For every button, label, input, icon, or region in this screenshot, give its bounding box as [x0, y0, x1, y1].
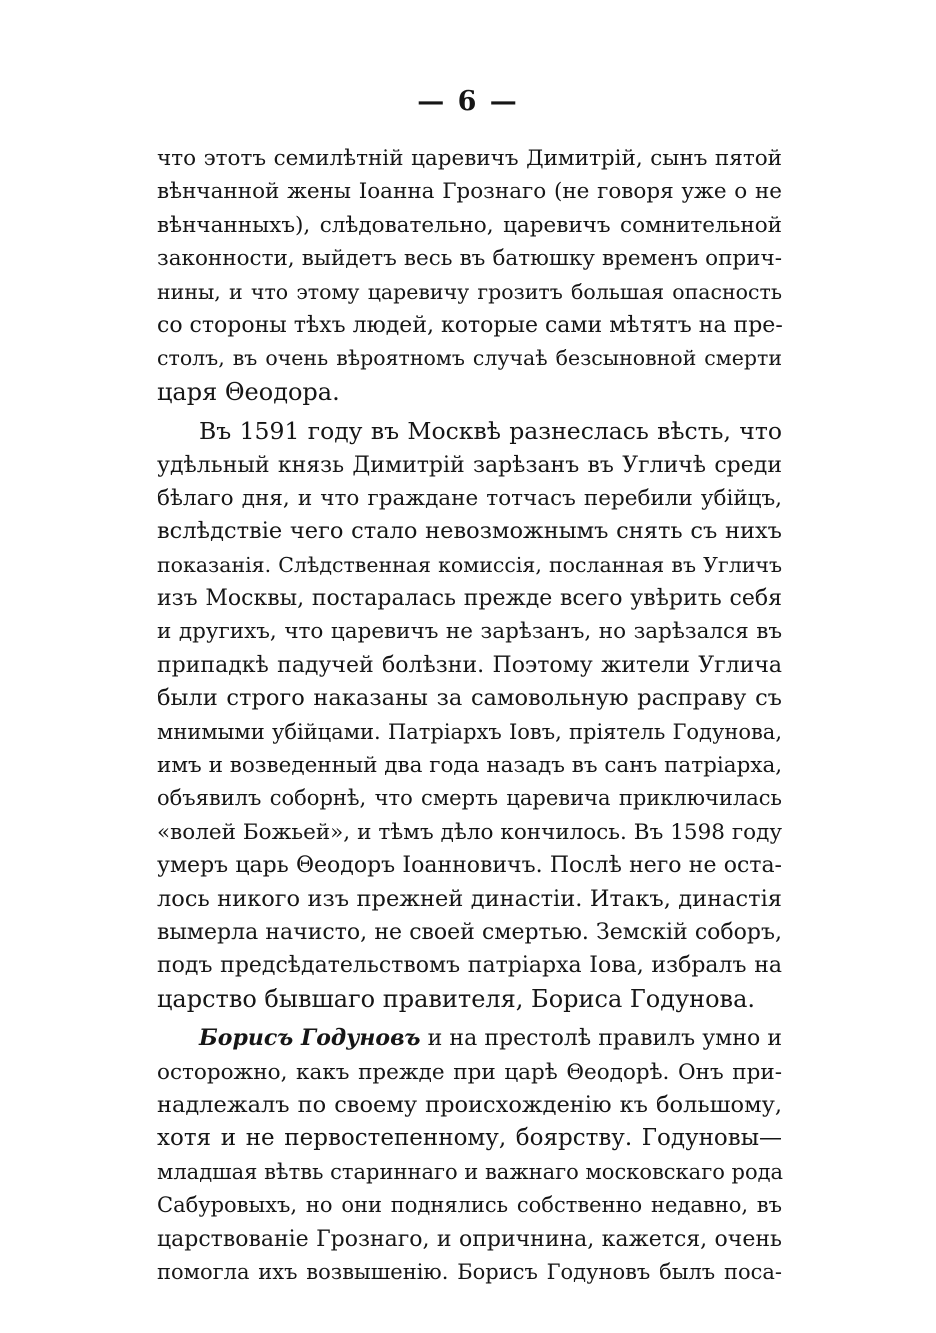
- text-line: царство бывшаго правителя, Бориса Годунова.: [157, 984, 756, 1013]
- text-line: Въ 1591 году въ Москвѣ разнеслась вѣсть, что: [199, 417, 782, 446]
- text-line: Сабуровыхъ, но они поднялись собственно недавно, въ: [157, 1193, 782, 1218]
- text-line: бѣлаго дня, и что граждане тотчасъ перебили убійцъ,: [157, 485, 782, 511]
- text-line: вѣнчанныхъ), слѣдовательно, царевичъ сомнительной: [157, 212, 782, 238]
- text-line: что этотъ семилѣтній царевичъ Димитрій, сынъ пятой: [157, 146, 782, 171]
- italic-name: Борисъ Годуновъ: [199, 1025, 421, 1052]
- text-line: припадкѣ падучей болѣзни. Поэтому жители Углича: [157, 652, 782, 678]
- text-line: лось никого изъ прежней династіи. Итакъ, династія: [157, 885, 782, 912]
- text-line: вымерла начисто, не своей смертью. Земскій соборъ,: [157, 919, 782, 945]
- text-line: были строго наказаны за самовольную расправу съ: [157, 685, 782, 712]
- text-line: хотя и не первостепенному, боярству. Годуновы—: [157, 1125, 782, 1152]
- text-line: со стороны тѣхъ людей, которые сами мѣтятъ на пре-: [157, 312, 783, 338]
- text-line: удѣльный князь Димитрій зарѣзанъ въ Угличѣ среди: [157, 452, 782, 478]
- text-line: объявилъ соборнѣ, что смерть царевича приключилась: [157, 786, 782, 811]
- text-line: царствованіе Грознаго, и опричнина, кажется, очень: [157, 1226, 782, 1252]
- text-line: столъ, въ очень вѣроятномъ случаѣ безсыновной смерти: [157, 346, 782, 371]
- text-line: показанія. Слѣдственная комиссія, посланная въ Угличъ: [157, 552, 782, 577]
- page-number: — 6 —: [417, 86, 519, 117]
- text-line: умеръ царь Θеодоръ Іоанновичъ. Послѣ него не оста-: [157, 853, 782, 879]
- text-line: подъ предсѣдательствомъ патріарха Іова, избралъ на: [157, 953, 782, 979]
- text-line: младшая вѣтвь стариннаго и важнаго московскаго рода: [157, 1159, 784, 1184]
- text-line: [157, 1022, 782, 1055]
- text-line: нины, и что этому царевичу грозитъ большая опасность: [157, 279, 782, 304]
- text-line-rest: и на престолѣ правилъ умно и: [420, 1026, 782, 1052]
- text-line: и другихъ, что царевичъ не зарѣзанъ, но зарѣзался въ: [157, 619, 782, 645]
- text-line: помогла ихъ возвышенію. Борисъ Годуновъ былъ поса-: [157, 1259, 782, 1284]
- text-line: надлежалъ по своему происхожденію къ большому,: [157, 1091, 782, 1118]
- text-line: осторожно, какъ прежде при царѣ Θеодорѣ. Онъ при-: [157, 1059, 782, 1085]
- text-line: мнимыми убійцами. Патріархъ Іовъ, пріятель Годунова,: [157, 719, 782, 744]
- text-line: вслѣдствіе чего стало невозможнымъ снять съ нихъ: [157, 518, 782, 545]
- text-line: вѣнчанной жены Іоанна Грознаго (не говоря уже о не: [157, 179, 782, 205]
- text-line: имъ и возведенный два года назадъ въ санъ патріарха,: [157, 753, 783, 779]
- text-line: царя Θеодора.: [157, 377, 340, 406]
- text-line: «волей Божьей», и тѣмъ дѣло кончилось. Въ 1598 году: [157, 819, 782, 845]
- page-text: [157, 142, 782, 1289]
- text-line: изъ Москвы, постаралась прежде всего увѣрить себя: [157, 586, 782, 612]
- text-line: законности, выйдетъ весь въ батюшку временъ оприч-: [157, 246, 782, 272]
